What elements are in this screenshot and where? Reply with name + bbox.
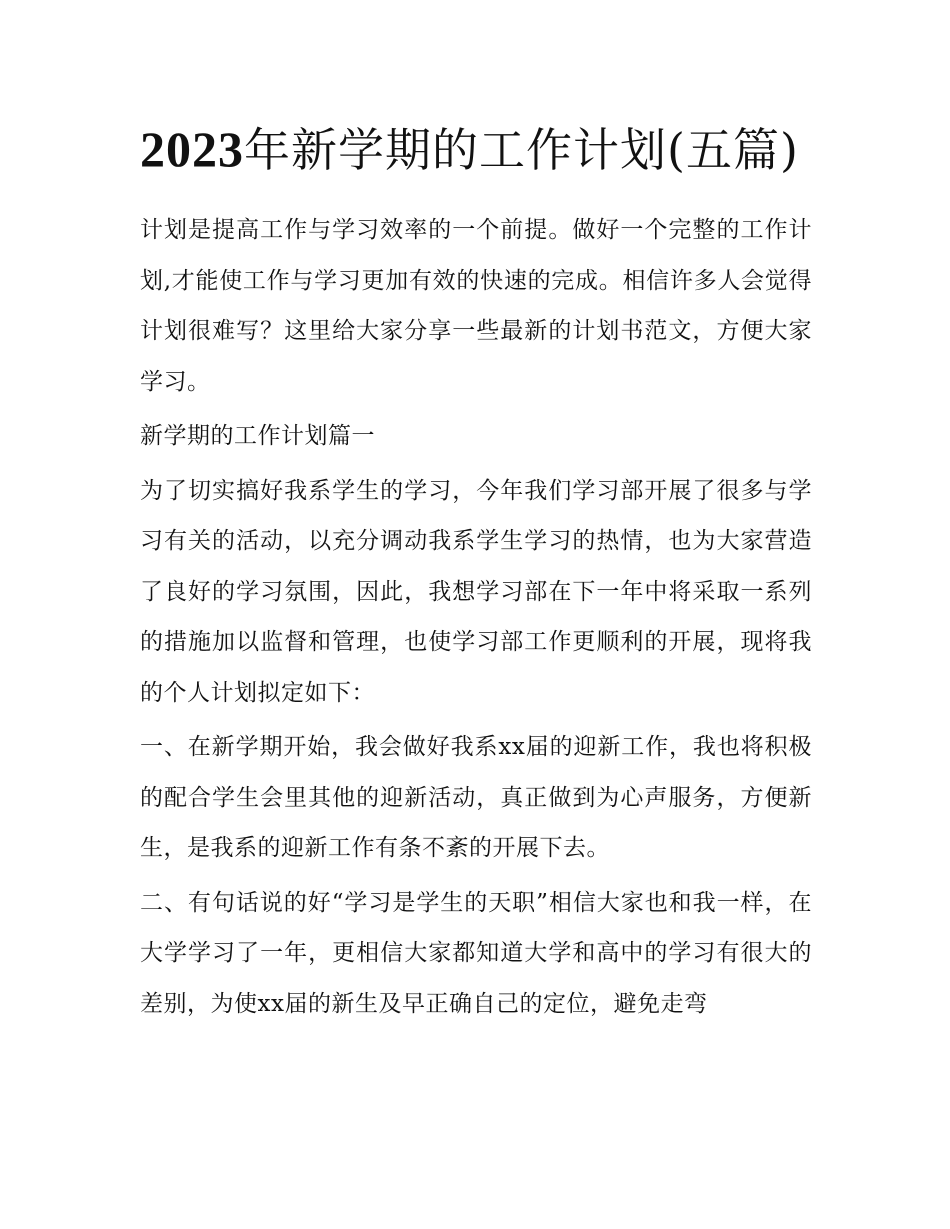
document-body	[140, 112, 812, 1033]
body-paragraph: 一、在新学期开始，我会做好我系xx届的迎新工作，我也将积极的配合学生会里其他的迎新活动，真正做到为心声服务，方便新生，是我系的迎新工作有条不紊的开展下去。	[140, 734, 812, 861]
body-paragraph: 为了切实搞好我系学生的学习，今年我们学习部开展了很多与学习有关的活动，以充分调动我系学生学习的热情，也为大家营造了良好的学习氛围，因此，我想学习部在下一年中将采取一系列的措施加以监督和管理，也使学习部工作更顺利的开展，现将我的个人计划拟定如下：	[140, 477, 812, 706]
title-text: 年新学期的工作计划(五篇)	[244, 123, 799, 177]
intro-paragraph: 计划是提高工作与学习效率的一个前提。做好一个完整的工作计划,才能使工作与学习更加有效的快速的完成。相信许多人会觉得计划很难写？这里给大家分享一些最新的计划书范文，方便大家学习。	[140, 217, 812, 395]
title-year: 2023	[140, 121, 244, 177]
document-title	[140, 112, 812, 187]
body-paragraph: 二、有句话说的好“学习是学生的天职”相信大家也和我一样，在大学学习了一年，更相信大家都知道大学和高中的学习有很大的差别，为使xx届的新生及早正确自己的定位，避免走弯	[140, 889, 812, 1017]
section-heading: 新学期的工作计划篇一	[140, 423, 375, 449]
